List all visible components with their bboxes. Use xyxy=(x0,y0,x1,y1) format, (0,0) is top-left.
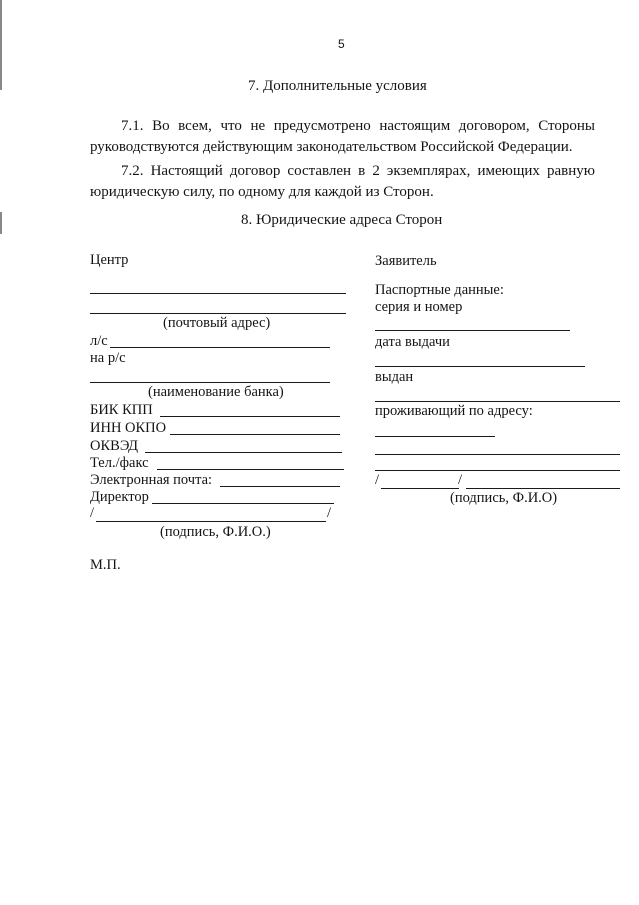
okved-line xyxy=(145,452,342,453)
residence-address-label: проживающий по адресу: xyxy=(375,403,533,419)
residence-address-line-2 xyxy=(375,454,620,455)
clause-7-2: 7.2. Настоящий договор составлен в 2 экземплярах, имеющих равную юридическую силу, по одному для каждой из Сторон. xyxy=(90,163,595,200)
clause-7-1: 7.1. Во всем, что не предусмотрено настоящим договором, Стороны руководствуются действующим законодательством Российской Федерации. xyxy=(90,118,595,155)
phone-fax-label: Тел./факс xyxy=(90,455,149,471)
applicant-signature-line xyxy=(381,488,459,489)
bik-kpp-line xyxy=(160,416,340,417)
residence-address-line-1 xyxy=(375,436,495,437)
passport-series-label: серия и номер xyxy=(375,299,463,315)
party-center-label: Центр xyxy=(90,252,129,268)
email-line xyxy=(220,486,340,487)
stamp-mark: М.П. xyxy=(90,557,121,573)
settlement-account-label: на р/с xyxy=(90,350,126,366)
postal-address-line-1 xyxy=(90,293,346,294)
bank-name-line xyxy=(90,382,330,383)
bik-kpp-label: БИК КПП xyxy=(90,402,153,418)
signature-caption: (подпись, Ф.И.О.) xyxy=(160,524,271,540)
scan-edge-mark xyxy=(0,212,2,234)
director-line xyxy=(152,503,334,504)
applicant-slash-1: / xyxy=(375,472,380,488)
issued-by-line xyxy=(375,401,620,402)
bank-name-caption: (наименование банка) xyxy=(148,384,284,400)
account-line xyxy=(110,347,330,348)
issue-date-label: дата выдачи xyxy=(375,334,450,350)
page-number: 5 xyxy=(338,37,345,51)
director-label: Директор xyxy=(90,489,149,505)
inn-okpo-label: ИНН ОКПО xyxy=(90,420,167,436)
phone-fax-line xyxy=(157,469,344,470)
postal-address-line-2 xyxy=(90,313,346,314)
scan-edge-mark xyxy=(0,0,2,90)
passport-data-label: Паспортные данные: xyxy=(375,282,504,298)
okved-label: ОКВЭД xyxy=(90,438,139,454)
section-7-heading: 7. Дополнительные условия xyxy=(248,78,427,94)
signature-slash-left: / xyxy=(90,505,95,521)
signature-line xyxy=(96,521,326,522)
inn-okpo-line xyxy=(170,434,340,435)
section-8-heading: 8. Юридические адреса Сторон xyxy=(241,212,443,228)
account-label: л/с xyxy=(90,333,108,349)
residence-address-line-3 xyxy=(375,470,620,471)
signature-slash-right: / xyxy=(327,505,332,521)
issued-by-label: выдан xyxy=(375,369,414,385)
postal-address-caption: (почтовый адрес) xyxy=(163,315,271,331)
passport-series-line xyxy=(375,330,570,331)
issue-date-line xyxy=(375,366,585,367)
applicant-signature-caption: (подпись, Ф.И.О) xyxy=(450,490,558,506)
party-applicant-label: Заявитель xyxy=(375,253,437,269)
applicant-slash-2: / xyxy=(458,472,463,488)
email-label: Электронная почта: xyxy=(90,472,213,488)
applicant-name-line xyxy=(466,488,620,489)
